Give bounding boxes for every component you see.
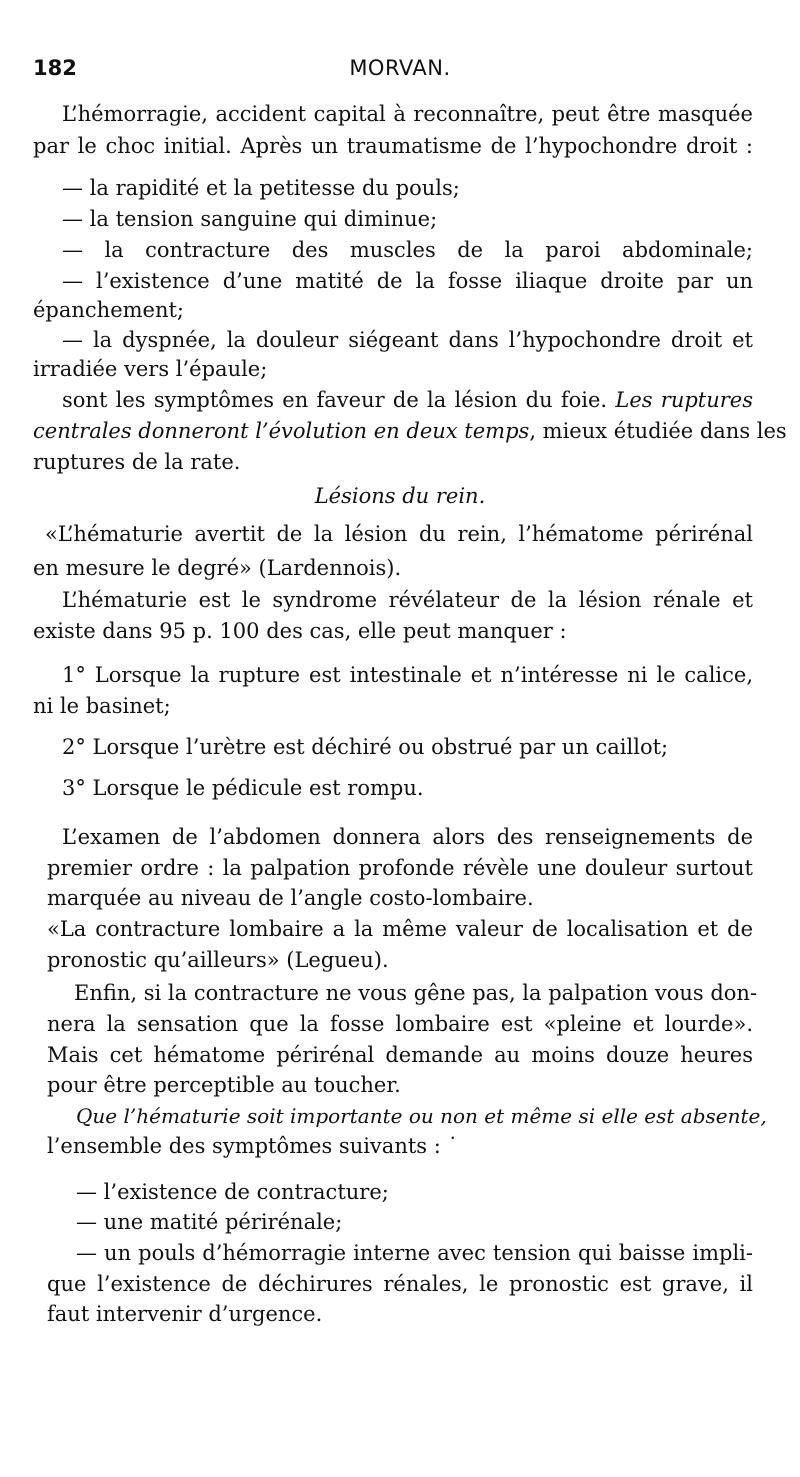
bullet-item: — la tension sanguine qui diminue; [62, 207, 438, 231]
bullet-item: — la dyspnée, la douleur siégeant dans l’hypochondre droit et [62, 328, 753, 352]
numbered-item: 1° Lorsque la rupture est intestinale et n’intéresse ni le calice, [62, 663, 753, 687]
paragraph-line [0, 384, 800, 416]
italic-text: Les ruptures [615, 388, 754, 412]
paragraph-line: Mais cet hématome périrénal demande au moins douze heures [47, 1043, 753, 1067]
quote-line: en mesure le degré» (Lardennois). [33, 556, 402, 580]
paragraph-line: premier ordre : la palpation profonde révèle une douleur surtout [47, 856, 753, 880]
paragraph-line: l’ensemble des symptômes suivants : ˙ [47, 1134, 458, 1158]
paragraph-line: nera la sensation que la fosse lombaire est «pleine et lourde». [47, 1012, 753, 1036]
bullet-item: — la contracture des muscles de la paroi abdominale; [62, 238, 753, 262]
bullet-item: — un pouls d’hémorragie interne avec tension qui baisse impli- [76, 1241, 753, 1265]
numbered-item-continuation: ni le basinet; [33, 694, 171, 718]
plain-text: , mieux étudiée dans les [529, 419, 787, 443]
plain-text: sont les symptômes en faveur de la lésion du foie. [62, 388, 616, 412]
page-number: 182 [33, 56, 77, 80]
italic-text: centrales donneront l’évolution en deux temps [33, 419, 530, 443]
paragraph-line: pour être perceptible au toucher. [47, 1073, 401, 1097]
bullet-item: — l’existence de contracture; [76, 1180, 389, 1204]
paragraph-line: ruptures de la rate. [33, 450, 241, 474]
bullet-item: — l’existence d’une matité de la fosse iliaque droite par un [62, 269, 753, 293]
bullet-item: — une matité périrénale; [76, 1210, 343, 1234]
numbered-item: 3° Lorsque le pédicule est rompu. [62, 776, 424, 800]
quote-line: «La contracture lombaire a la même valeur de localisation et de [47, 917, 753, 941]
section-title: Lésions du rein. [314, 484, 486, 508]
bullet-item-continuation: irradiée vers l’épaule; [33, 357, 268, 381]
paragraph-line: L’hématurie est le syndrome révélateur de la lésion rénale et [62, 588, 753, 612]
bullet-item-continuation: que l’existence de déchirures rénales, le pronostic est grave, il [47, 1272, 753, 1296]
bullet-item-continuation: épanchement; [33, 298, 185, 322]
paragraph-line: Enfin, si la contracture ne vous gêne pas, la palpation vous don- [74, 981, 758, 1005]
paragraph-line: L’hémorragie, accident capital à reconnaître, peut être masquée [62, 102, 753, 126]
bullet-item-continuation: faut intervenir d’urgence. [47, 1302, 323, 1326]
quote-line: pronostic qu’ailleurs» (Legueu). [47, 948, 389, 972]
paragraph-line: par le choc initial. Après un traumatisme de l’hypochondre droit : [33, 134, 753, 158]
paragraph-line: existe dans 95 p. 100 des cas, elle peut manquer : [33, 619, 567, 643]
quote-line: «L’hématurie avertit de la lésion du rein, l’hématome périrénal [45, 522, 753, 546]
running-header: MORVAN. [349, 56, 451, 80]
numbered-item: 2° Lorsque l’urètre est déchiré ou obstrué par un caillot; [62, 735, 669, 759]
paragraph-line: L’examen de l’abdomen donnera alors des renseignements de [62, 825, 753, 849]
paragraph-line: Que l’hématurie soit importante ou non et même si elle est absente, [76, 1104, 767, 1128]
bullet-item: — la rapidité et la petitesse du pouls; [62, 176, 460, 200]
paragraph-line: marquée au niveau de l’angle costo-lombaire. [47, 886, 534, 910]
paragraph-line [0, 415, 800, 447]
